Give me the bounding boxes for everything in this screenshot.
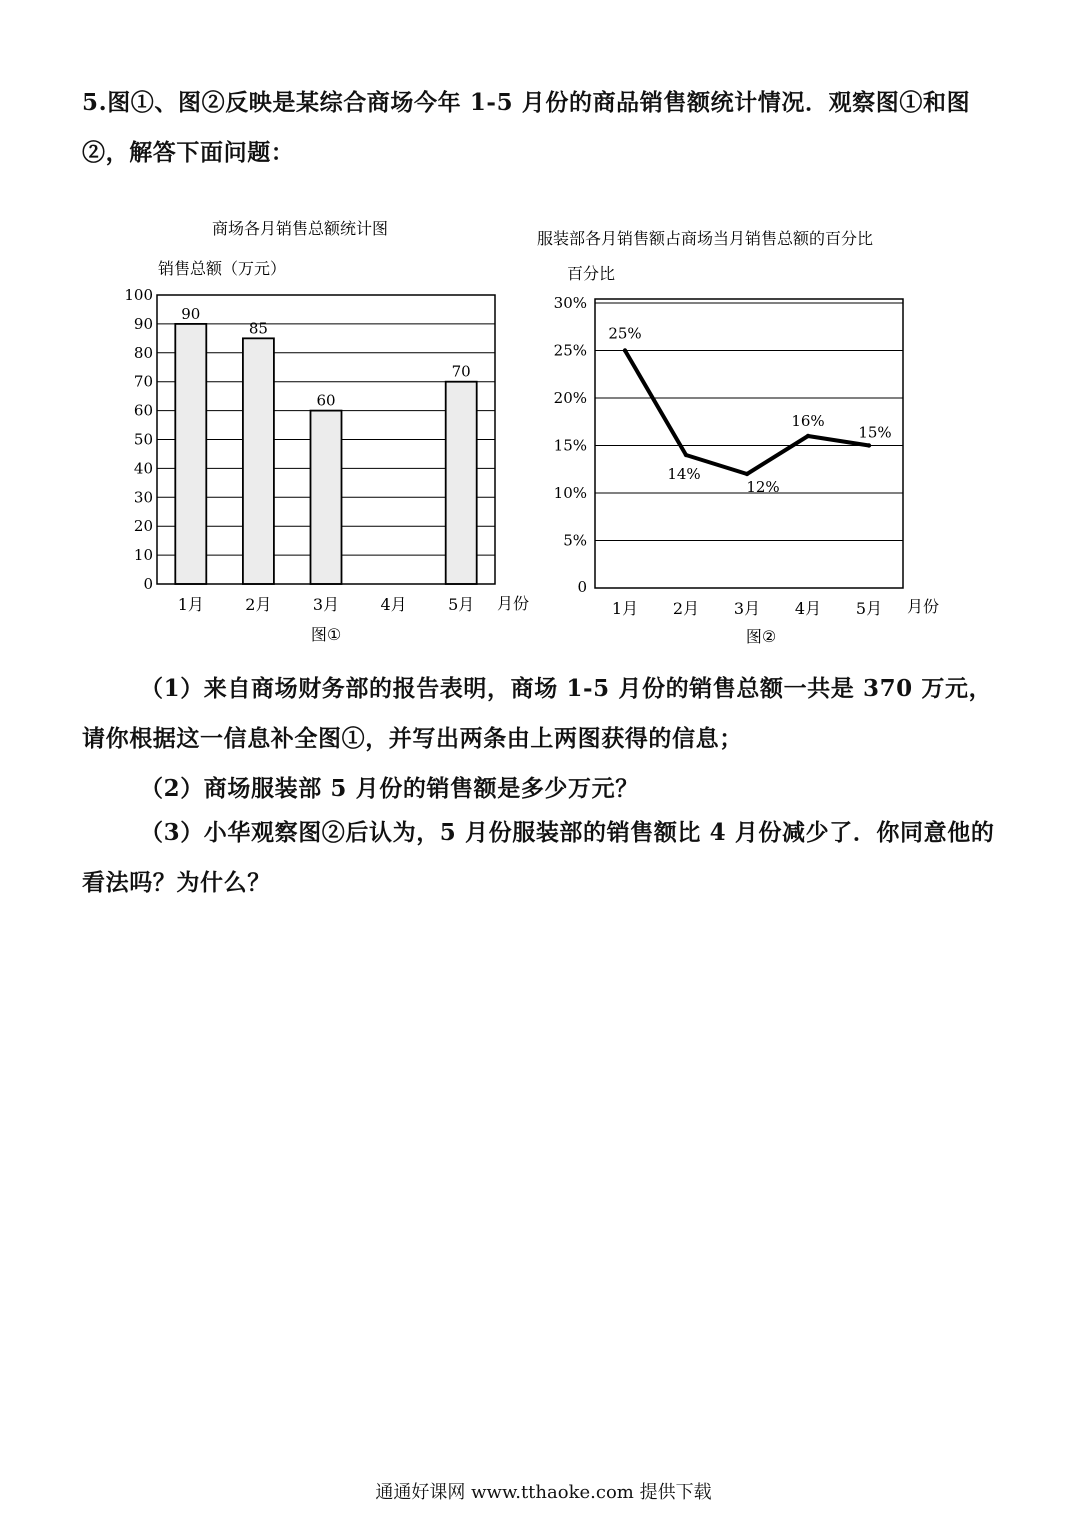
- chart1-x-tick-label: 5月: [448, 595, 475, 614]
- chart1-data-label: 90: [181, 304, 201, 323]
- chart1-y-tick-label: 50: [133, 430, 153, 449]
- chart1-data-label: 85: [248, 319, 268, 338]
- chart2-caption: 图②: [745, 627, 777, 646]
- question-1: [82, 664, 1012, 764]
- chart2-y-tick-label: 15%: [553, 436, 587, 455]
- chart2-x-tick-label: 5月: [855, 599, 883, 618]
- chart1-bar: [175, 324, 206, 584]
- chart2-x-ticks: [612, 599, 882, 618]
- chart1-y-tick-label: 40: [133, 459, 153, 478]
- chart1-data-label: 60: [316, 391, 336, 410]
- chart1-y-tick-label: 60: [133, 401, 153, 420]
- chart1-caption: 图①: [310, 625, 342, 644]
- chart2-x-tick-label: 1月: [611, 599, 639, 618]
- chart2-y-ticks: [554, 294, 587, 596]
- chart2-y-tick-label: 25%: [553, 341, 587, 360]
- chart2-y-tick-label: 20%: [553, 389, 587, 407]
- chart1-bar: [446, 382, 477, 584]
- chart1-x-axis-label: 月份: [497, 594, 530, 613]
- chart1-x-ticks: [178, 595, 475, 614]
- chart2-data-label: 25%: [608, 324, 642, 343]
- chart2-y-tick-label: 10%: [553, 484, 587, 502]
- chart1-y-tick-label: 0: [143, 575, 153, 593]
- chart2-point: [806, 434, 810, 438]
- chart1-data-label: 70: [451, 362, 471, 381]
- bar-chart-monthly-sales: [124, 210, 550, 660]
- chart1-x-tick-label: 2月: [245, 595, 272, 614]
- line-chart-clothing-percent: [525, 210, 965, 660]
- chart2-data-label: 15%: [858, 423, 892, 442]
- chart2-data-label: 16%: [791, 412, 825, 430]
- chart1-y-tick-label: 30: [133, 488, 153, 507]
- chart1-y-tick-label: 10: [133, 546, 153, 565]
- question-2-text: （2）商场服装部 5 月份的销售额是多少万元？: [140, 775, 639, 802]
- chart1-bar: [311, 411, 342, 584]
- footer: 通通好课网 www.tthaoke.com 提供下载: [375, 1482, 712, 1503]
- chart2-x-axis-label: 月份: [907, 597, 940, 616]
- chart2-data-label: 14%: [667, 465, 701, 483]
- chart1-title: 商场各月销售总额统计图: [211, 219, 389, 238]
- question-3: [82, 808, 1012, 908]
- chart2-data-label: 12%: [746, 478, 780, 496]
- chart1-y-axis-label: 销售总额（万元）: [158, 259, 287, 278]
- chart2-point: [745, 472, 749, 476]
- chart2-x-tick-label: 3月: [733, 599, 761, 618]
- chart2-y-axis-label: 百分比: [567, 264, 616, 283]
- chart1-x-tick-label: 3月: [312, 595, 340, 614]
- chart1-y-tick-label: 100: [124, 286, 153, 304]
- chart1-y-tick-label: 20: [133, 517, 153, 536]
- chart2-point: [684, 453, 688, 457]
- chart1-bars: [175, 324, 476, 584]
- chart2-point: [867, 443, 871, 447]
- chart1-bar: [243, 338, 274, 584]
- chart1-y-tick-label: 90: [133, 314, 153, 333]
- chart2-y-tick-label: 0: [577, 578, 587, 596]
- chart2-y-tick-label: 30%: [553, 294, 587, 312]
- chart2-x-tick-label: 2月: [672, 599, 700, 618]
- chart1-y-tick-label: 80: [133, 343, 153, 362]
- chart1-y-ticks: [124, 286, 153, 593]
- chart2-series-line: [625, 351, 869, 475]
- chart1-data-labels: [181, 305, 470, 410]
- chart1-y-tick-label: 70: [133, 372, 153, 391]
- problem-intro: 5.图①、图②反映是某综合商场今年 1-5 月份的商品销售额统计情况．观察图①和图②，解答下面问题：: [82, 89, 971, 166]
- chart1-x-tick-label: 4月: [380, 595, 407, 614]
- question-1-text: （1）来自商场财务部的报告表明，商场 1-5 月份的销售总额一共是 370 万元，请你根据这一信息补全图①，并写出两条由上两图获得的信息；: [82, 675, 993, 752]
- chart2-y-tick-label: 5%: [563, 531, 587, 550]
- question-2: [82, 764, 1012, 814]
- chart2-title: 服装部各月销售额占商场当月销售总额的百分比: [537, 229, 874, 248]
- chart1-x-tick-label: 1月: [177, 595, 204, 614]
- question-3-text: （3）小华观察图②后认为，5 月份服装部的销售额比 4 月份减少了．你同意他的看法吗？为什么？: [82, 819, 995, 896]
- chart2-point: [623, 348, 627, 352]
- chart2-x-tick-label: 4月: [794, 599, 822, 618]
